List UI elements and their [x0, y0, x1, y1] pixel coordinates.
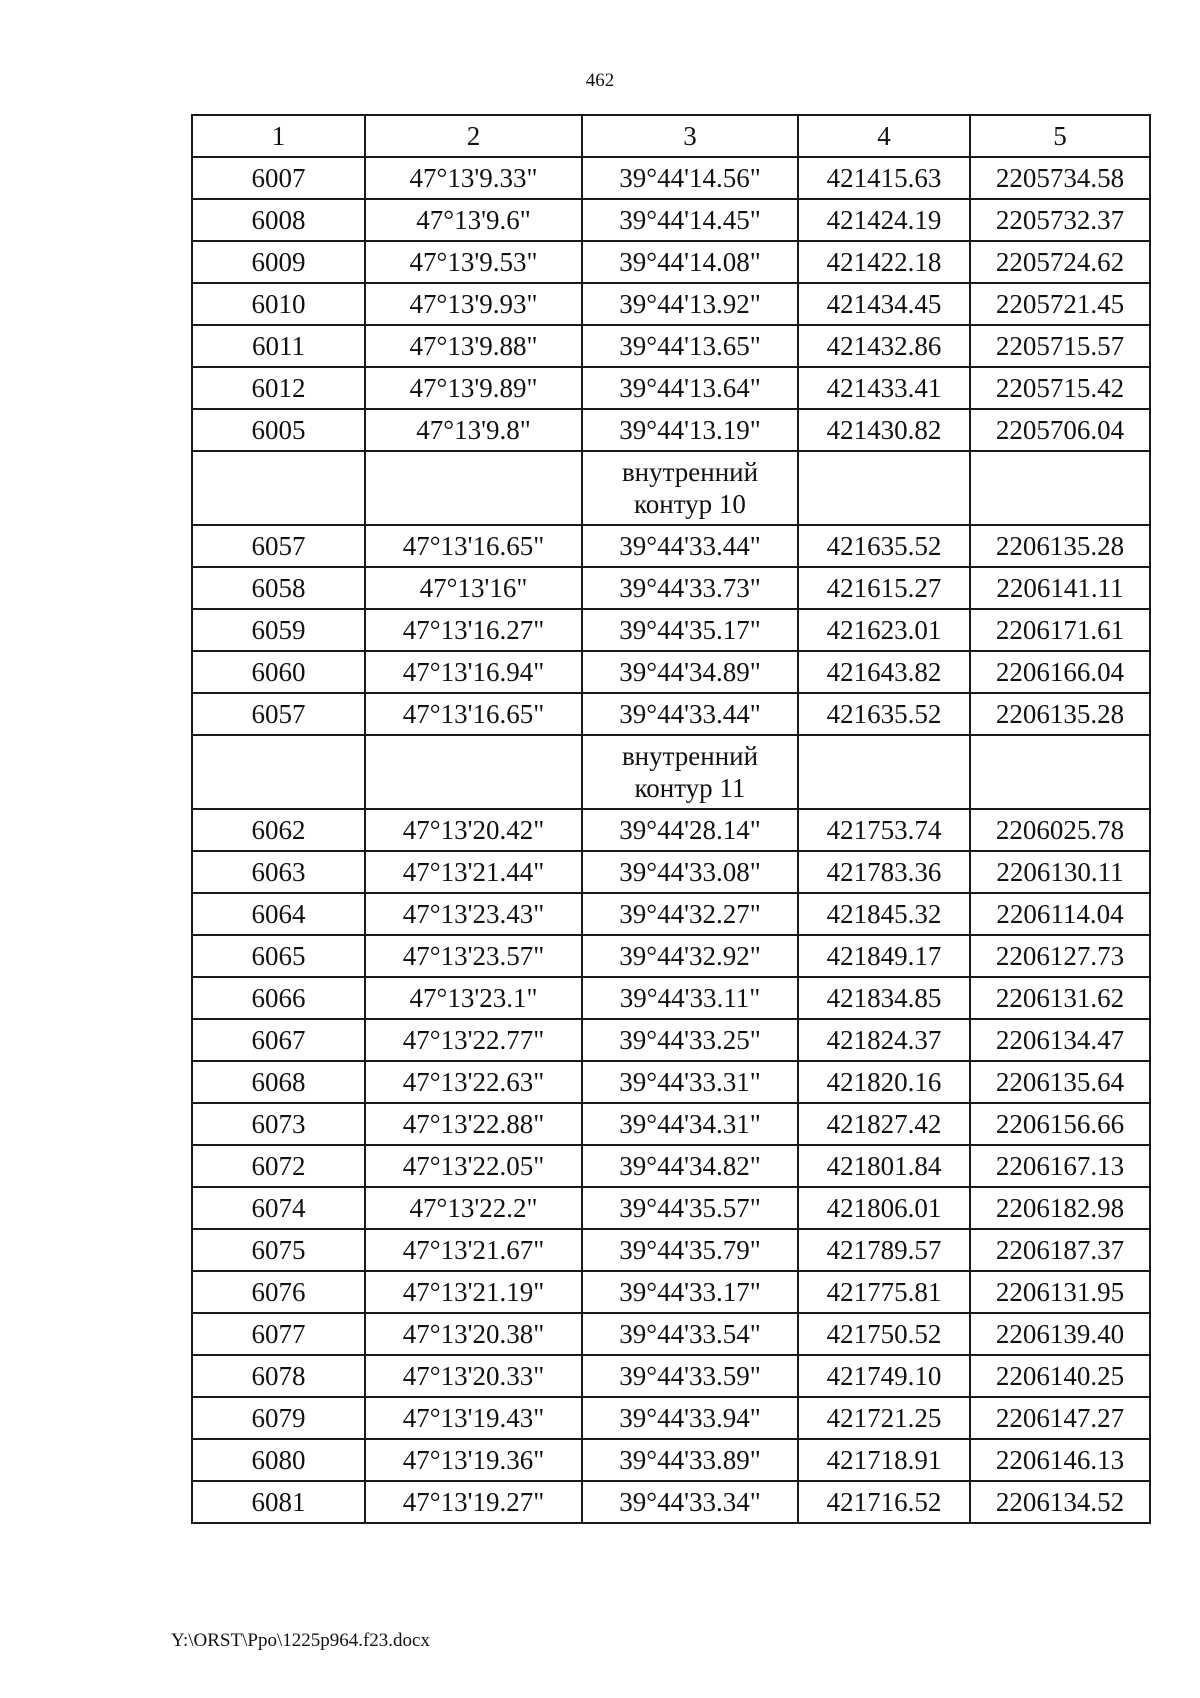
cell-point-number: 6064	[192, 893, 365, 935]
cell-coord-x: 421718.91	[798, 1439, 970, 1481]
cell-point-number: 6065	[192, 935, 365, 977]
cell-point-number: 6062	[192, 809, 365, 851]
cell-coord-x: 421635.52	[798, 525, 970, 567]
cell-longitude: 39°44'33.34"	[582, 1481, 798, 1523]
cell-coord-y: 2206139.40	[970, 1313, 1150, 1355]
cell-longitude: 39°44'34.82"	[582, 1145, 798, 1187]
table-row	[192, 1019, 1150, 1061]
cell-latitude: 47°13'22.88"	[365, 1103, 582, 1145]
column-header-3: 3	[582, 115, 798, 157]
cell-point-number: 6079	[192, 1397, 365, 1439]
section-label-cell: внутренний контур 11	[582, 735, 798, 809]
column-header-1: 1	[192, 115, 365, 157]
cell-coord-y: 2206134.52	[970, 1481, 1150, 1523]
cell-point-number: 6066	[192, 977, 365, 1019]
cell-coord-y: 2206131.62	[970, 977, 1150, 1019]
cell-longitude: 39°44'33.25"	[582, 1019, 798, 1061]
cell-longitude: 39°44'33.94"	[582, 1397, 798, 1439]
cell-point-number: 6075	[192, 1229, 365, 1271]
cell-coord-x	[798, 735, 970, 809]
cell-coord-y: 2206146.13	[970, 1439, 1150, 1481]
cell-longitude: 39°44'33.08"	[582, 851, 798, 893]
cell-coord-x: 421433.41	[798, 367, 970, 409]
cell-coord-x: 421806.01	[798, 1187, 970, 1229]
cell-longitude: 39°44'33.11"	[582, 977, 798, 1019]
cell-latitude: 47°13'16.65"	[365, 693, 582, 735]
cell-coord-y: 2205715.42	[970, 367, 1150, 409]
cell-latitude: 47°13'20.42"	[365, 809, 582, 851]
table-row	[192, 157, 1150, 199]
cell-longitude: 39°44'14.45"	[582, 199, 798, 241]
cell-coord-y	[970, 451, 1150, 525]
table-row	[192, 1397, 1150, 1439]
cell-point-number: 6008	[192, 199, 365, 241]
cell-longitude: 39°44'33.17"	[582, 1271, 798, 1313]
table-row	[192, 1439, 1150, 1481]
table-row	[192, 1187, 1150, 1229]
table-row	[192, 1481, 1150, 1523]
cell-latitude: 47°13'9.88"	[365, 325, 582, 367]
table-body	[192, 157, 1150, 1523]
table-row	[192, 1271, 1150, 1313]
cell-latitude: 47°13'19.43"	[365, 1397, 582, 1439]
table-row	[192, 1355, 1150, 1397]
table-row	[192, 525, 1150, 567]
cell-coord-x: 421749.10	[798, 1355, 970, 1397]
cell-coord-y: 2206156.66	[970, 1103, 1150, 1145]
cell-point-number: 6068	[192, 1061, 365, 1103]
cell-coord-x: 421424.19	[798, 199, 970, 241]
cell-coord-y: 2205724.62	[970, 241, 1150, 283]
cell-coord-x: 421789.57	[798, 1229, 970, 1271]
table-row	[192, 1061, 1150, 1103]
cell-coord-x: 421750.52	[798, 1313, 970, 1355]
cell-latitude: 47°13'9.33"	[365, 157, 582, 199]
cell-longitude: 39°44'34.31"	[582, 1103, 798, 1145]
cell-coord-y: 2205706.04	[970, 409, 1150, 451]
table-row	[192, 1313, 1150, 1355]
cell-latitude: 47°13'22.63"	[365, 1061, 582, 1103]
cell-coord-y: 2205734.58	[970, 157, 1150, 199]
cell-coord-x: 421775.81	[798, 1271, 970, 1313]
table-row	[192, 809, 1150, 851]
cell-latitude: 47°13'9.6"	[365, 199, 582, 241]
cell-longitude: 39°44'32.92"	[582, 935, 798, 977]
cell-coord-x: 421783.36	[798, 851, 970, 893]
cell-coord-y: 2206187.37	[970, 1229, 1150, 1271]
cell-coord-y: 2206134.47	[970, 1019, 1150, 1061]
table-row	[192, 199, 1150, 241]
cell-point-number: 6078	[192, 1355, 365, 1397]
cell-latitude: 47°13'22.05"	[365, 1145, 582, 1187]
cell-latitude: 47°13'21.44"	[365, 851, 582, 893]
cell-latitude: 47°13'22.2"	[365, 1187, 582, 1229]
table-row	[192, 283, 1150, 325]
cell-longitude: 39°44'13.65"	[582, 325, 798, 367]
cell-point-number	[192, 735, 365, 809]
table-row	[192, 651, 1150, 693]
cell-longitude: 39°44'14.56"	[582, 157, 798, 199]
cell-longitude: 39°44'33.31"	[582, 1061, 798, 1103]
cell-longitude: 39°44'33.89"	[582, 1439, 798, 1481]
cell-coord-y: 2206135.64	[970, 1061, 1150, 1103]
cell-longitude: 39°44'14.08"	[582, 241, 798, 283]
cell-latitude	[365, 451, 582, 525]
section-row	[192, 451, 1150, 525]
footer-file-path: Y:\ORST\Ppo\1225p964.f23.docx	[171, 1630, 430, 1651]
cell-latitude: 47°13'16"	[365, 567, 582, 609]
cell-coord-x: 421845.32	[798, 893, 970, 935]
section-row	[192, 735, 1150, 809]
cell-coord-y: 2206171.61	[970, 609, 1150, 651]
column-header-5: 5	[970, 115, 1150, 157]
cell-coord-x: 421415.63	[798, 157, 970, 199]
cell-point-number: 6081	[192, 1481, 365, 1523]
cell-coord-x: 421432.86	[798, 325, 970, 367]
cell-latitude: 47°13'21.67"	[365, 1229, 582, 1271]
cell-coord-y: 2206025.78	[970, 809, 1150, 851]
cell-latitude: 47°13'9.8"	[365, 409, 582, 451]
cell-point-number: 6076	[192, 1271, 365, 1313]
table-row	[192, 325, 1150, 367]
column-header-2: 2	[365, 115, 582, 157]
table-row	[192, 851, 1150, 893]
cell-point-number: 6067	[192, 1019, 365, 1061]
cell-longitude: 39°44'33.73"	[582, 567, 798, 609]
cell-coord-y: 2206147.27	[970, 1397, 1150, 1439]
cell-coord-x: 421615.27	[798, 567, 970, 609]
cell-point-number	[192, 451, 365, 525]
cell-longitude: 39°44'35.17"	[582, 609, 798, 651]
cell-coord-x: 421716.52	[798, 1481, 970, 1523]
cell-point-number: 6080	[192, 1439, 365, 1481]
table-row	[192, 241, 1150, 283]
table-header	[192, 115, 1150, 157]
cell-longitude: 39°44'35.79"	[582, 1229, 798, 1271]
cell-coord-y: 2205715.57	[970, 325, 1150, 367]
cell-coord-x: 421430.82	[798, 409, 970, 451]
cell-coord-x: 421434.45	[798, 283, 970, 325]
cell-point-number: 6063	[192, 851, 365, 893]
cell-coord-y: 2206141.11	[970, 567, 1150, 609]
cell-latitude: 47°13'16.94"	[365, 651, 582, 693]
cell-latitude: 47°13'23.43"	[365, 893, 582, 935]
cell-latitude: 47°13'20.38"	[365, 1313, 582, 1355]
cell-longitude: 39°44'13.92"	[582, 283, 798, 325]
cell-coord-x: 421721.25	[798, 1397, 970, 1439]
cell-point-number: 6007	[192, 157, 365, 199]
cell-coord-y: 2206135.28	[970, 525, 1150, 567]
cell-longitude: 39°44'33.59"	[582, 1355, 798, 1397]
cell-coord-x: 421623.01	[798, 609, 970, 651]
cell-latitude: 47°13'19.36"	[365, 1439, 582, 1481]
cell-longitude: 39°44'32.27"	[582, 893, 798, 935]
cell-longitude: 39°44'28.14"	[582, 809, 798, 851]
cell-coord-y: 2206131.95	[970, 1271, 1150, 1313]
page-number: 462	[585, 70, 615, 91]
cell-coord-y: 2206127.73	[970, 935, 1150, 977]
cell-coord-y: 2206167.13	[970, 1145, 1150, 1187]
cell-latitude: 47°13'22.77"	[365, 1019, 582, 1061]
cell-coord-y: 2206182.98	[970, 1187, 1150, 1229]
cell-longitude: 39°44'34.89"	[582, 651, 798, 693]
cell-latitude: 47°13'9.89"	[365, 367, 582, 409]
cell-point-number: 6060	[192, 651, 365, 693]
cell-coord-x: 421834.85	[798, 977, 970, 1019]
cell-coord-x: 421635.52	[798, 693, 970, 735]
cell-point-number: 6057	[192, 525, 365, 567]
cell-point-number: 6057	[192, 693, 365, 735]
cell-latitude: 47°13'23.57"	[365, 935, 582, 977]
cell-point-number: 6077	[192, 1313, 365, 1355]
cell-coord-y: 2206114.04	[970, 893, 1150, 935]
table-row	[192, 409, 1150, 451]
header-row	[192, 115, 1150, 157]
table-row	[192, 567, 1150, 609]
cell-longitude: 39°44'35.57"	[582, 1187, 798, 1229]
cell-coord-x: 421827.42	[798, 1103, 970, 1145]
cell-point-number: 6059	[192, 609, 365, 651]
cell-coord-y: 2205721.45	[970, 283, 1150, 325]
table-row	[192, 693, 1150, 735]
cell-latitude: 47°13'20.33"	[365, 1355, 582, 1397]
cell-point-number: 6012	[192, 367, 365, 409]
section-label-cell: внутренний контур 10	[582, 451, 798, 525]
cell-latitude: 47°13'9.53"	[365, 241, 582, 283]
table-row	[192, 977, 1150, 1019]
cell-longitude: 39°44'33.44"	[582, 693, 798, 735]
cell-point-number: 6010	[192, 283, 365, 325]
cell-coord-x: 421643.82	[798, 651, 970, 693]
cell-coord-y: 2205732.37	[970, 199, 1150, 241]
cell-longitude: 39°44'33.44"	[582, 525, 798, 567]
cell-point-number: 6011	[192, 325, 365, 367]
cell-coord-x: 421801.84	[798, 1145, 970, 1187]
cell-latitude: 47°13'23.1"	[365, 977, 582, 1019]
cell-point-number: 6074	[192, 1187, 365, 1229]
table-row	[192, 893, 1150, 935]
cell-coord-y	[970, 735, 1150, 809]
table-row	[192, 1229, 1150, 1271]
cell-longitude: 39°44'13.19"	[582, 409, 798, 451]
coordinates-table	[191, 114, 1151, 1524]
column-header-4: 4	[798, 115, 970, 157]
table-row	[192, 609, 1150, 651]
cell-point-number: 6072	[192, 1145, 365, 1187]
cell-coord-x: 421753.74	[798, 809, 970, 851]
cell-coord-y: 2206140.25	[970, 1355, 1150, 1397]
cell-coord-x	[798, 451, 970, 525]
cell-point-number: 6073	[192, 1103, 365, 1145]
cell-latitude: 47°13'21.19"	[365, 1271, 582, 1313]
cell-coord-x: 421422.18	[798, 241, 970, 283]
cell-latitude	[365, 735, 582, 809]
cell-coord-y: 2206166.04	[970, 651, 1150, 693]
table-row	[192, 935, 1150, 977]
cell-coord-x: 421849.17	[798, 935, 970, 977]
cell-longitude: 39°44'33.54"	[582, 1313, 798, 1355]
cell-latitude: 47°13'19.27"	[365, 1481, 582, 1523]
table-row	[192, 367, 1150, 409]
cell-coord-x: 421820.16	[798, 1061, 970, 1103]
cell-point-number: 6058	[192, 567, 365, 609]
cell-longitude: 39°44'13.64"	[582, 367, 798, 409]
cell-point-number: 6005	[192, 409, 365, 451]
cell-coord-y: 2206130.11	[970, 851, 1150, 893]
cell-coord-x: 421824.37	[798, 1019, 970, 1061]
cell-latitude: 47°13'16.27"	[365, 609, 582, 651]
cell-latitude: 47°13'16.65"	[365, 525, 582, 567]
cell-coord-y: 2206135.28	[970, 693, 1150, 735]
cell-latitude: 47°13'9.93"	[365, 283, 582, 325]
table-row	[192, 1103, 1150, 1145]
cell-point-number: 6009	[192, 241, 365, 283]
table-row	[192, 1145, 1150, 1187]
